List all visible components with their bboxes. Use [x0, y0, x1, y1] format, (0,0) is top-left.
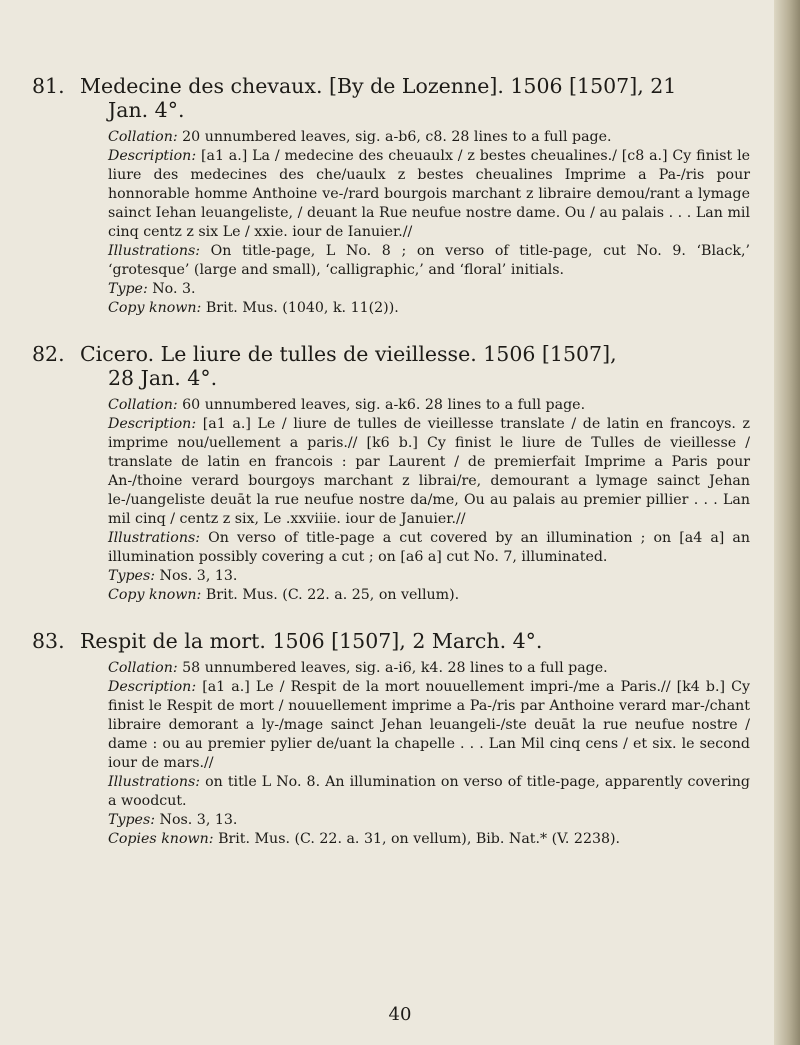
type: [108, 280, 750, 299]
description-label: Description:: [108, 416, 197, 432]
type-label: Type:: [108, 281, 148, 297]
entry-title-continued: 28 Jan. 4°.: [108, 366, 218, 390]
collation-text: 58 unnumbered leaves, sig. a-i6, k4. 28 lines to a full page.: [182, 660, 608, 676]
type-label: Types:: [108, 812, 156, 828]
copy-text: Brit. Mus. (C. 22. a. 25, on vellum).: [205, 587, 460, 603]
entry-heading: [32, 342, 750, 390]
description: [108, 678, 750, 773]
description-label: Description:: [108, 148, 197, 164]
collation: [108, 128, 750, 147]
description-text: [a1 a.] La / medecine des cheuaulx / z bestes cheualines./ [c8 a.] Cy finist le liure des medecines des che/uaulx z bestes cheualines Imprime a Pa-/ris pour honnorable homme Anthoine ve-/rard bourgois marchant z libraire demou/rant a lymage sainct Iehan leuangeliste, / deuant la Rue neufue nostre dame. Ou / au palais . . . Lan mil cinq centz z six Le / xxie. iour de Ianuier.//: [108, 148, 751, 240]
type-text: Nos. 3, 13.: [159, 568, 238, 584]
bibliography-entries: [32, 74, 751, 873]
collation: [108, 396, 750, 415]
copy-label: Copy known:: [108, 587, 202, 603]
illustrations-label: Illustrations:: [108, 243, 201, 259]
illustrations-text: On verso of title-page a cut covered by an illumination ; on [a4 a] an illumination possibly covering a cut ; on [a6 a] cut No. 7, illuminated.: [108, 530, 750, 565]
type-text: No. 3.: [152, 281, 196, 297]
type-text: Nos. 3, 13.: [159, 812, 238, 828]
collation-text: 20 unnumbered leaves, sig. a-b6, c8. 28 lines to a full page.: [182, 129, 612, 145]
entry-81: [32, 74, 751, 318]
entry-body: [108, 659, 750, 849]
entry-82: [32, 342, 750, 605]
entry-heading: [32, 74, 750, 122]
copy-known: [108, 830, 750, 849]
description-label: Description:: [108, 679, 197, 695]
entry-heading: [32, 629, 750, 653]
collation: [108, 659, 750, 678]
entry-title: Medecine des chevaux. [By de Lozenne]. 1506 [1507], 21: [80, 74, 677, 98]
entry-number: 83.: [32, 629, 65, 653]
description-text: [a1 a.] Le / Respit de la mort nouuellement impri-/me a Paris.// [k4 b.] Cy finist le Respit de mort / nouuellement imprime a Pa-/ris par Anthoine verard mar-/chant libraire demorant a ly-/mage sainct Jehan leuangeli-/ste deuāt la rue neufue nostre / dame : ou au premier pylier de/uant la chapelle . . . Lan Mil cinq cens / et six. le second iour de mars.//: [108, 679, 750, 771]
type-label: Types:: [108, 568, 156, 584]
copy-label: Copy known:: [108, 300, 202, 316]
copy-known: [108, 299, 750, 318]
collation-label: Collation:: [108, 660, 178, 676]
illustrations-label: Illustrations:: [108, 530, 201, 546]
type: [108, 811, 750, 830]
entry-83: [32, 629, 750, 849]
collation-label: Collation:: [108, 129, 178, 145]
page-edge-shadow: [774, 0, 800, 1045]
illustrations-text: on title L No. 8. An illumination on verso of title-page, apparently covering a woodcut.: [108, 774, 750, 809]
copy-text: Brit. Mus. (1040, k. 11(2)).: [205, 300, 399, 316]
entry-body: [108, 128, 750, 318]
illustrations-text: On title-page, L No. 8 ; on verso of title-page, cut No. 9. ‘Black,’ ‘grotesque’ (large and small), ‘calligraphic,’ and ‘floral’ initials.: [108, 243, 751, 278]
illustrations: [108, 529, 750, 567]
entry-title: Cicero. Le liure de tulles de vieillesse. 1506 [1507],: [80, 342, 617, 366]
description-text: [a1 a.] Le / liure de tulles de vieillesse translate / de latin en francoys. z imprime nou/uellement a paris.// [k6 b.] Cy finist le liure de Tulles de vieillesse / translate de latin en francois : par Laurent / de premierfait Imprime a Paris pour An-/thoine verard bourgoys marchant z librai/re, demourant a lymage sainct Jehan le-/uangeliste deuāt la rue neufue nostre da/me, Ou au palais au premier pillier . . . Lan mil cinq / centz z six, Le .xxviiie. iour de Januier.//: [108, 416, 750, 527]
entry-title-continued: Jan. 4°.: [108, 98, 185, 122]
type: [108, 567, 750, 586]
copy-label: Copies known:: [108, 831, 214, 847]
collation-label: Collation:: [108, 397, 178, 413]
illustrations: [108, 242, 750, 280]
copy-text: Brit. Mus. (C. 22. a. 31, on vellum), Bib. Nat.* (V. 2238).: [218, 831, 621, 847]
copy-known: [108, 586, 750, 605]
collation-text: 60 unnumbered leaves, sig. a-k6. 28 lines to a full page.: [182, 397, 586, 413]
entry-body: [108, 396, 750, 605]
entry-number: 82.: [32, 342, 65, 366]
illustrations-label: Illustrations:: [108, 774, 201, 790]
illustrations: [108, 773, 750, 811]
description: [108, 147, 750, 242]
entry-title: Respit de la mort. 1506 [1507], 2 March. 4°.: [80, 629, 543, 653]
entry-number: 81.: [32, 74, 65, 98]
description: [108, 415, 750, 529]
page-number: 40: [388, 1004, 412, 1025]
